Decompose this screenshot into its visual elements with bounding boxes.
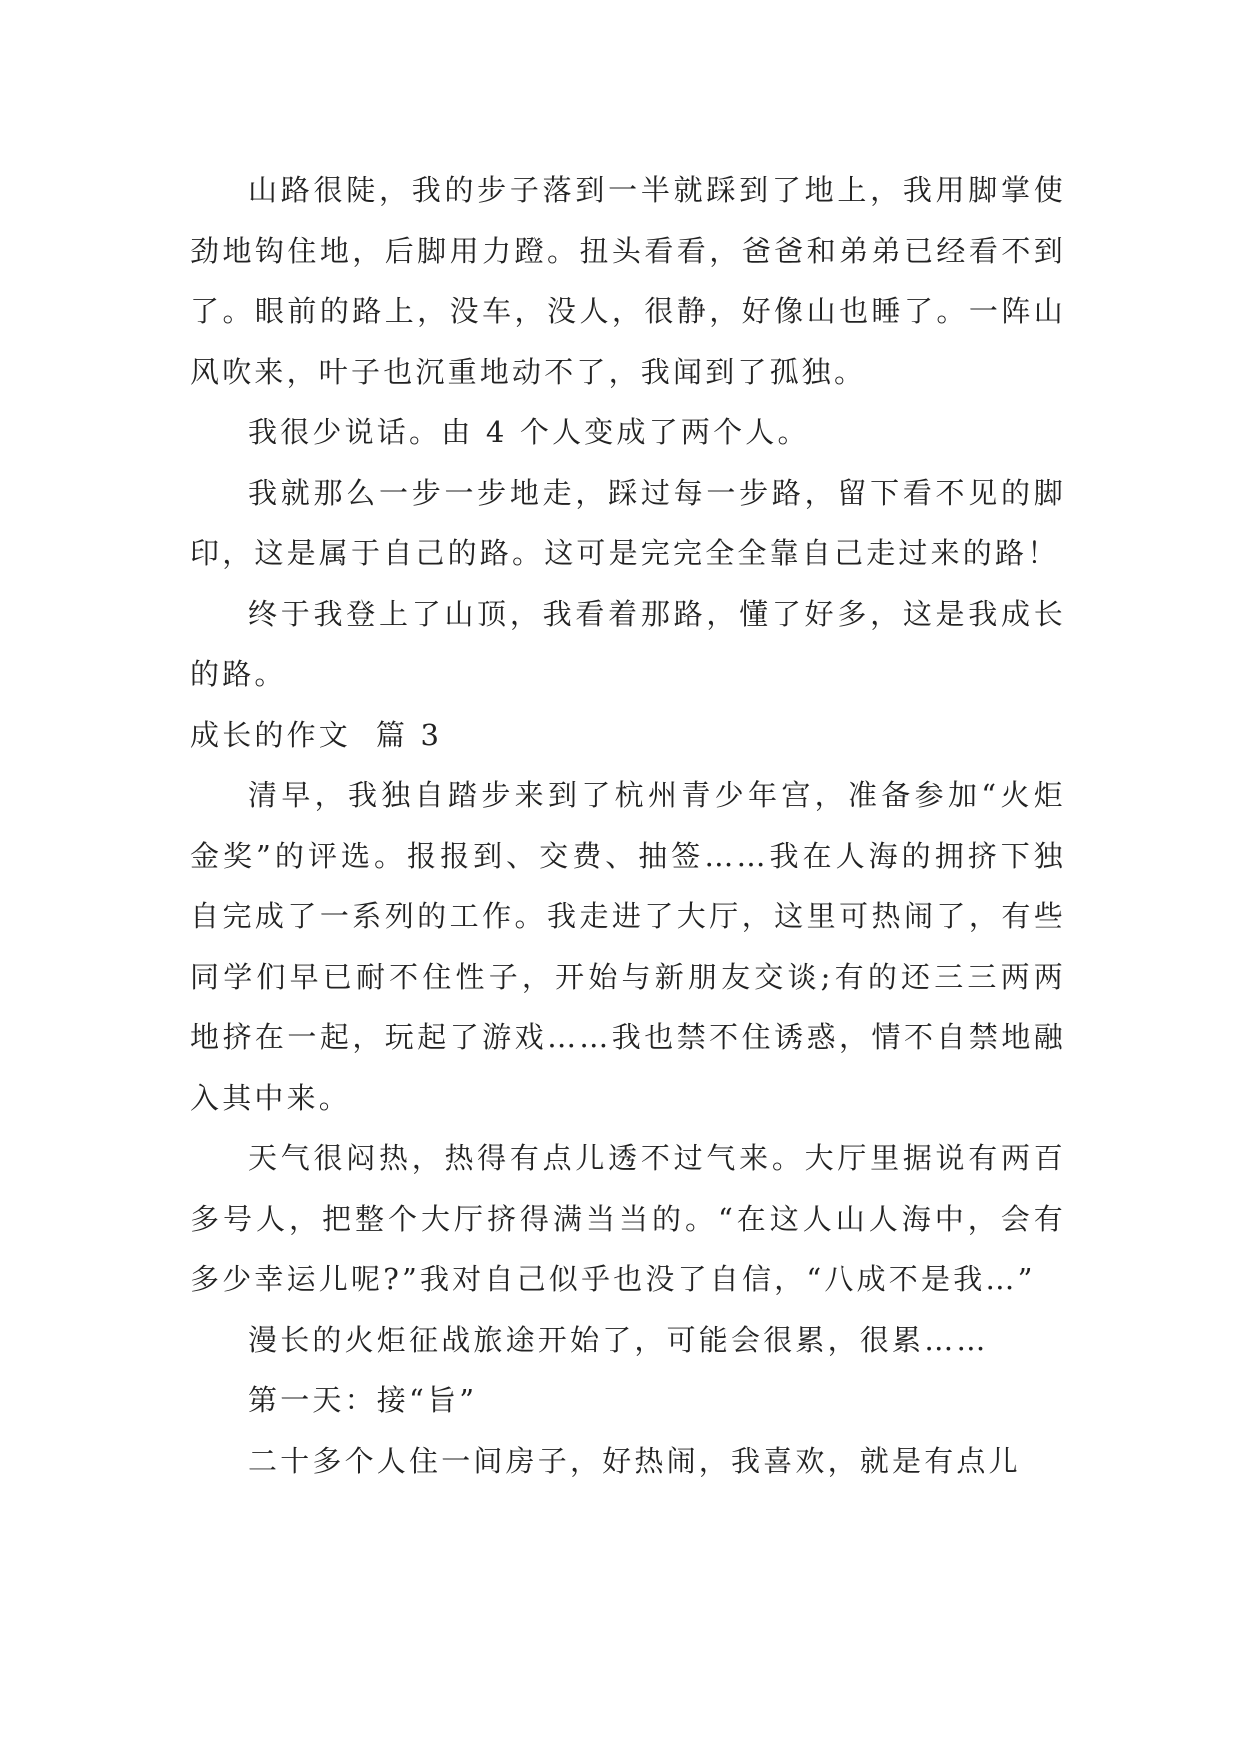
paragraph-journey-start: 漫长的火炬征战旅途开始了，可能会很累，很累…… <box>248 1322 989 1357</box>
paragraph-room: 二十多个人住一间房子，好热闹，我喜欢，就是有点儿 <box>248 1443 1021 1478</box>
paragraph-summit: 终于我登上了山顶，我看着那路，懂了好多，这是我成长的路。 <box>190 596 1066 691</box>
document-body <box>190 160 1066 1491</box>
paragraph-day-one: 第一天：接“旨” <box>248 1383 478 1417</box>
paragraph-youth-palace: 清早，我独自踏步来到了杭州青少年宫，准备参加“火炬金奖”的评选。报报到、交费、抽签……我在人海的拥挤下独自完成了一系列的工作。我走进了大厅，这里可热闹了，有些同学们早已耐不住性子，开始与新朋友交谈;有的还三三两两地挤在一起，玩起了游戏……我也禁不住诱惑，情不自禁地融入其中来。 <box>190 778 1066 1115</box>
section-heading: 成长的作文 篇 3 <box>190 717 443 752</box>
paragraph-hot-hall: 天气很闷热，热得有点儿透不过气来。大厅里据说有两百多号人，把整个大厅挤得满当当的。“在这人山人海中，会有多少幸运儿呢?”我对自己似乎也没了自信，“八成不是我…” <box>190 1141 1066 1296</box>
paragraph-own-path: 我就那么一步一步地走，踩过每一步路，留下看不见的脚印，这是属于自己的路。这可是完完全全靠自己走过来的路！ <box>190 475 1066 570</box>
paragraph-few-words: 我很少说话。由 4 个人变成了两个人。 <box>248 415 810 449</box>
paragraph-mountain-road: 山路很陡，我的步子落到一半就踩到了地上，我用脚掌使劲地钩住地，后脚用力蹬。扭头看看，爸爸和弟弟已经看不到了。眼前的路上，没车，没人，很静，好像山也睡了。一阵山风吹来，叶子也沉重地动不了，我闻到了孤独。 <box>190 173 1066 389</box>
